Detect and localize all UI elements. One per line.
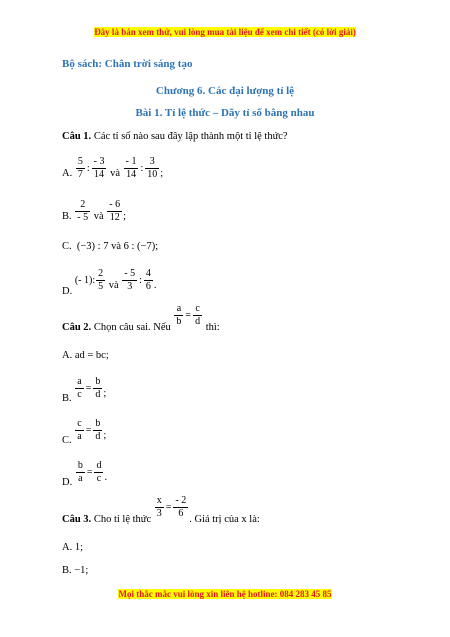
fraction: $\frac{2}{5}$	[98, 268, 104, 292]
q3-option-a: A. 1;	[62, 542, 84, 553]
book-series: Bộ sách: Chân trời sáng tạo	[62, 58, 193, 70]
fraction: $\frac{2}{- 5}$	[77, 199, 89, 223]
fraction: $\frac{d}{c}$	[96, 460, 102, 484]
fraction: $\frac{- 3}{14}$	[93, 156, 105, 180]
q1-option-d: D. (- 1): $\frac{2}{5}$ và $\frac{- 5}{3}$ : $\frac{4}{6}$ .	[62, 268, 157, 297]
q2-option-a: A. ad = bc;	[62, 350, 109, 361]
fraction: $\frac{x}{3}$	[156, 495, 162, 519]
fraction: $\frac{a}{b}$	[176, 303, 182, 327]
q2-option-c: C. $\frac{c}{a}$ = $\frac{b}{d}$ ;	[62, 418, 107, 446]
q2-option-d: D. $\frac{b}{a}$ = $\frac{d}{c}$ .	[62, 460, 108, 488]
q2-option-b: B. $\frac{a}{c}$ = $\frac{b}{d}$ ;	[62, 376, 107, 404]
chapter-title: Chương 6. Các đại lượng tỉ lệ	[155, 85, 295, 97]
fraction: $\frac{a}{c}$	[77, 376, 82, 400]
fraction: $\frac{- 1}{14}$	[125, 156, 137, 180]
question-3: Câu 3. Cho tỉ lệ thức $\frac{x}{3}$ = $\frac{- 2}{6}$ . Giá trị của x là:	[62, 495, 260, 525]
footer-notice: Mọi thắc mắc vui lòng xin liên hệ hotline: 084 283 45 85	[118, 589, 332, 599]
fraction: $\frac{- 6}{12}$	[109, 199, 121, 223]
q1-option-c: C. (−3) : 7 và 6 : (−7);	[62, 241, 159, 252]
fraction: $\frac{b}{d}$	[95, 418, 101, 442]
question-2: Câu 2. Chọn câu sai. Nếu $\frac{a}{b}$ = $\frac{c}{d}$ thì:	[62, 303, 220, 333]
q1-option-a: A. $\frac{5}{7}$ : $\frac{- 3}{14}$ và $\frac{- 1}{14}$ : $\frac{3}{10}$ ;	[62, 156, 164, 180]
fraction: $\frac{4}{6}$	[145, 268, 151, 292]
q3-option-b: B. −1;	[62, 565, 89, 576]
fraction: $\frac{- 5}{3}$	[124, 268, 136, 292]
header-notice: Đây là bản xem thử, vui lòng mua tài liệu để xem chi tiết (có lời giải)	[94, 27, 356, 37]
fraction: $\frac{b}{a}$	[77, 460, 83, 484]
q1-option-b: B. $\frac{2}{- 5}$ và $\frac{- 6}{12}$ ;	[62, 199, 127, 223]
fraction: $\frac{3}{10}$	[147, 156, 158, 180]
fraction: $\frac{c}{d}$	[195, 303, 201, 327]
fraction: $\frac{b}{d}$	[95, 376, 101, 400]
question-1: Câu 1. Các tỉ số nào sau đây lập thành một tỉ lệ thức?	[62, 131, 288, 142]
lesson-title: Bài 1. Tỉ lệ thức – Dãy tỉ số bằng nhau	[135, 107, 315, 119]
fraction: $\frac{- 2}{6}$	[175, 495, 187, 519]
fraction: $\frac{c}{a}$	[77, 418, 82, 442]
fraction: $\frac{5}{7}$	[77, 156, 83, 180]
